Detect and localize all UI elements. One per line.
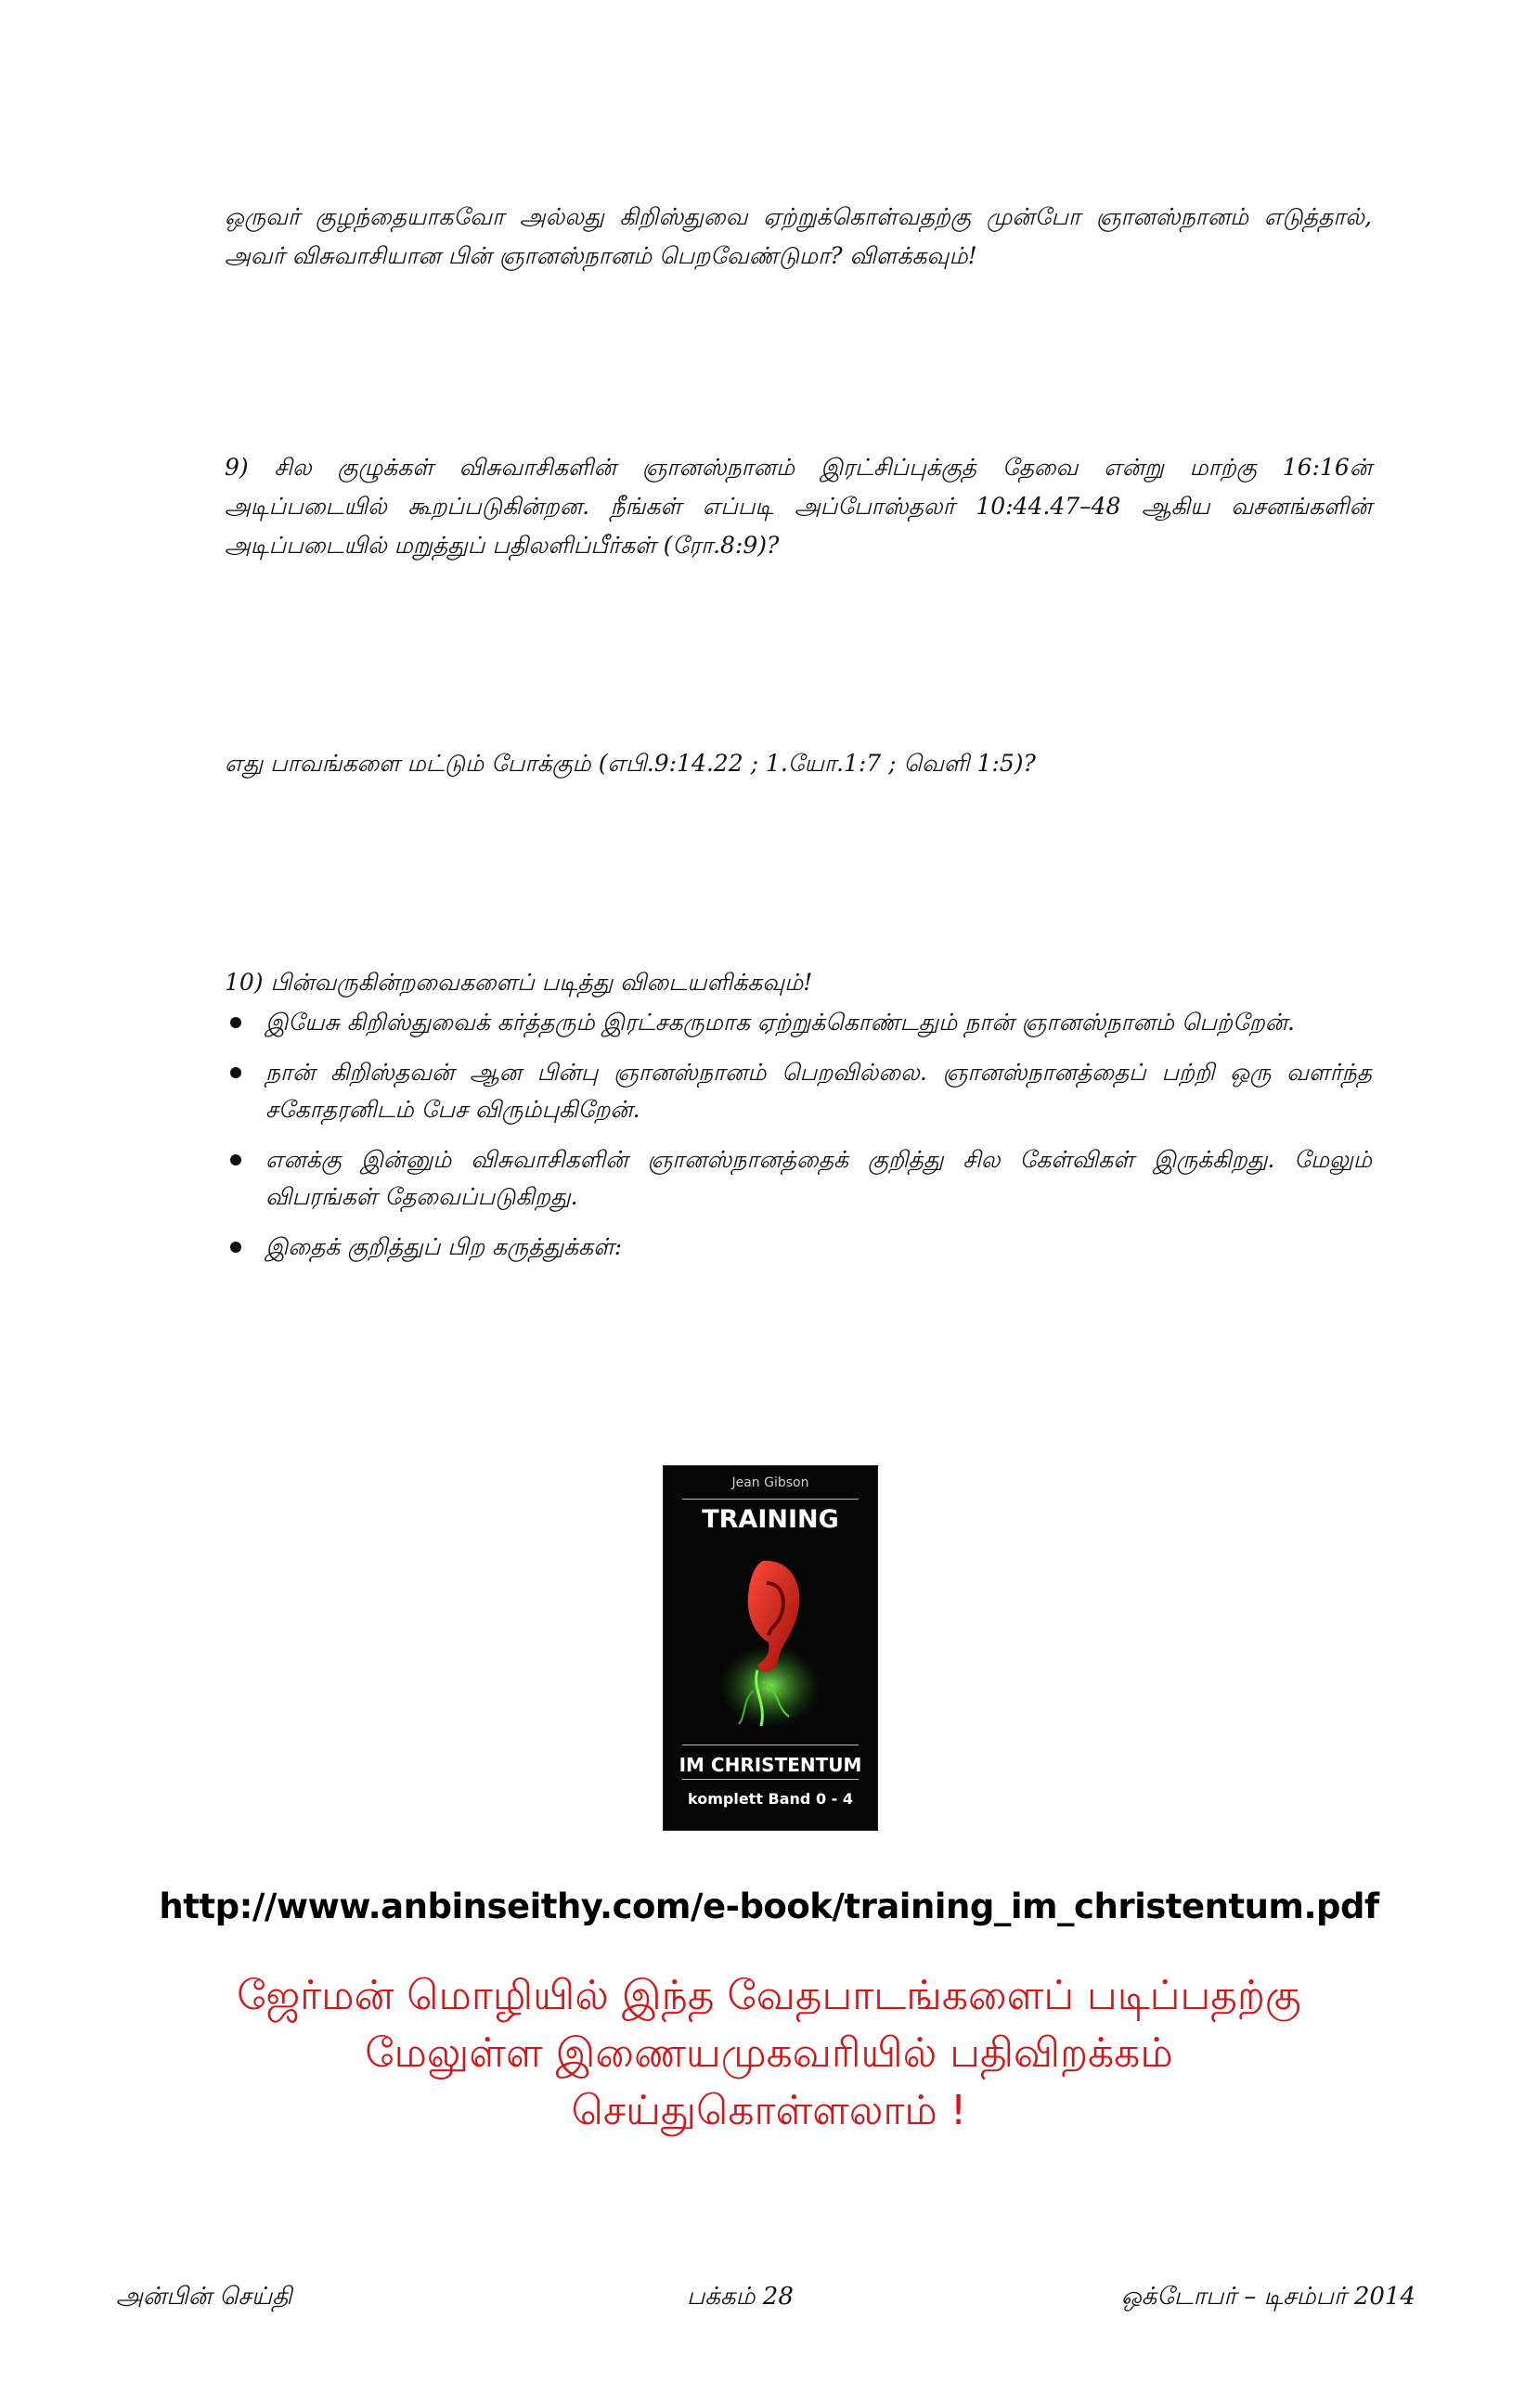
option-text: நான் கிறிஸ்தவன் ஆன பின்பு ஞானஸ்நானம் பெறவில்லை. ஞானஸ்நானத்தைப் பற்றி ஒரு வளர்ந்த சகோதரனிடம் பேச விரும்புகிறேன். [265,1059,1372,1123]
question-9-followup: எது பாவங்களை மட்டும் போக்கும் (எபி.9:14.22 ; 1.யோ.1:7 ; வெளி 1:5)? [225,750,1036,777]
book-volume: komplett Band 0 - 4 [688,1790,853,1808]
option-item [225,1229,1372,1266]
book-subtitle: IM CHRISTENTUM [679,1754,862,1776]
ear-illustration-icon [705,1552,835,1737]
option-text: இதைக் குறித்துப் பிற கருத்துக்கள்: [265,1233,623,1260]
option-item [225,1054,1372,1128]
note-line: ஜேர்மன் மொழியில் இந்த வேதபாடங்களைப் படிப்பதற்கு [237,1972,1301,2019]
bullet-icon [230,1067,241,1078]
question-10-options [225,1004,1372,1279]
download-link[interactable]: http://www.anbinseithy.com/e-book/training_im_christentum.pdf [159,1886,1379,1926]
footer-issue: ஒக்டோபர் – டிசம்பர் 2014 [1121,2283,1415,2311]
footer-publication: அன்பின் செய்தி [116,2283,292,2311]
book-cover [663,1465,878,1831]
download-note [139,1967,1399,2140]
book-divider [682,1779,859,1780]
option-text: இயேசு கிறிஸ்துவைக் கர்த்தரும் இரட்சகருமாக ஏற்றுக்கொண்டதும் நான் ஞானஸ்நானம் பெற்றேன். [265,1009,1295,1036]
option-text: எனக்கு இன்னும் விசுவாசிகளின் ஞானஸ்நானத்தைக் குறித்து சில கேள்விகள் இருக்கிறது. மேலும் விபரங்கள் தேவைப்படுகிறது. [265,1146,1372,1210]
option-item [225,1004,1372,1041]
book-author: Jean Gibson [731,1475,809,1490]
note-line: மேலுள்ள இணையமுகவரியில் பதிவிறக்கம் [365,2029,1173,2077]
option-item [225,1141,1372,1216]
question-10-intro: 10) பின்வருகின்றவைகளைப் படித்து விடையளிக்கவும்! [225,969,813,996]
footer-page-number: பக்கம் 28 [687,2283,794,2311]
book-divider [682,1499,859,1500]
bullet-icon [230,1242,241,1253]
question-9-text: 9) சில குழுக்கள் விசுவாசிகளின் ஞானஸ்நானம் இரட்சிப்புக்குத் தேவை என்று மாற்கு 16:16ன் அடிப்படையில் கூறப்படுகின்றன. நீங்கள் எப்படி அப்போஸ்தலர் 10:44.47–48 ஆகிய வசனங்களின் அடிப்படையில் மறுத்துப் பதிலளிப்பீர்கள் (ரோ.8:9)? [225,454,1372,559]
question-8-text: ஒருவர் குழந்தையாகவோ அல்லது கிறிஸ்துவை ஏற்றுக்கொள்வதற்கு முன்போ ஞானஸ்நானம் எடுத்தால், அவர் விசுவாசியான பின் ஞானஸ்நானம் பெறவேண்டுமா? விளக்கவும்! [225,203,1372,269]
bullet-icon [230,1017,241,1028]
note-line: செய்துகொள்ளலாம் ! [571,2087,967,2134]
book-title: TRAINING [702,1505,839,1534]
bullet-icon [230,1154,241,1165]
